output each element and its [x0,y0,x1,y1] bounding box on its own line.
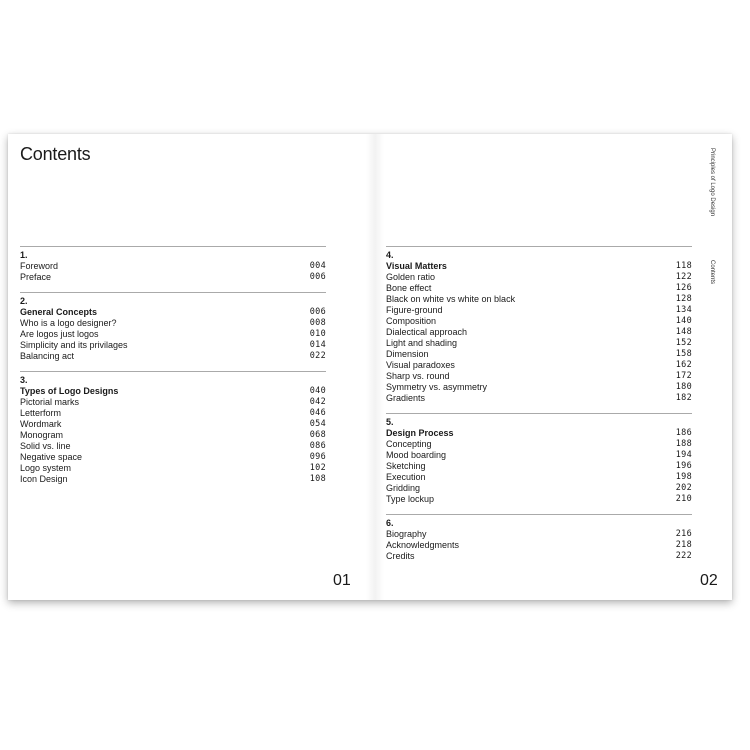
section-number: 3. [20,375,28,385]
page-gutter [366,134,384,600]
entry-page-number: 188 [675,439,692,449]
entry-page-number: 182 [675,393,692,403]
entry-page-number: 102 [309,463,326,473]
entry-page-number: 216 [675,529,692,539]
entry-label: Monogram [20,430,64,440]
running-head-section: Contents [709,260,715,285]
entry-label: Mood boarding [386,450,447,460]
entry-label: Solid vs. line [20,441,71,451]
entry-label: Design Process [386,428,454,438]
entry-label: Letterform [20,408,62,418]
entry-label: Simplicity and its privilages [20,340,128,350]
toc-entry [386,316,692,327]
section-number: 2. [20,296,28,306]
entry-label: Acknowledgments [386,540,460,550]
entry-page-number: 096 [309,452,326,462]
page-title: Contents [20,144,91,164]
section-number: 1. [20,250,28,260]
toc-entry [20,419,326,430]
entry-page-number: 042 [309,397,326,407]
toc-entry [386,283,692,294]
entry-page-number: 006 [309,272,326,282]
entry-label: Are logos just logos [20,329,99,339]
entry-page-number: 108 [309,474,326,484]
entry-label: Black on white vs white on black [386,294,516,304]
toc-entry [20,430,326,441]
toc-entry [386,294,692,305]
toc-entry [386,540,692,551]
toc-entry [386,483,692,494]
entry-label: Foreword [20,261,59,271]
entry-page-number: 218 [675,540,692,550]
entry-page-number: 202 [675,483,692,493]
entry-page-number: 118 [675,261,692,271]
entry-page-number: 196 [675,461,692,471]
toc-right-column [386,246,692,571]
toc-chapter-heading [20,386,326,397]
running-head-book-title: Principles of Logo Design [709,148,715,217]
toc-section [20,292,326,362]
toc-entry [386,494,692,505]
entry-label: Gridding [386,483,421,493]
entry-label: Type lockup [386,494,435,504]
entry-label: Icon Design [20,474,68,484]
entry-page-number: 126 [675,283,692,293]
entry-page-number: 172 [675,371,692,381]
entry-page-number: 210 [675,494,692,504]
entry-label: Composition [386,316,437,326]
entry-label: Figure-ground [386,305,443,315]
toc-left-column [20,246,326,494]
toc-entry [20,408,326,419]
entry-page-number: 180 [675,382,692,392]
entry-page-number: 122 [675,272,692,282]
toc-entry [20,351,326,362]
toc-entry [20,340,326,351]
toc-section [386,413,692,505]
entry-page-number: 158 [675,349,692,359]
entry-page-number: 008 [309,318,326,328]
toc-section [20,371,326,485]
toc-entry [20,261,326,272]
entry-page-number: 194 [675,450,692,460]
toc-chapter-heading [386,428,692,439]
entry-label: Pictorial marks [20,397,80,407]
toc-section [20,246,326,283]
toc-entry [386,461,692,472]
section-number: 4. [386,250,394,260]
entry-label: Logo system [20,463,72,473]
entry-page-number: 152 [675,338,692,348]
toc-entry [386,371,692,382]
entry-label: Concepting [386,439,432,449]
toc-entry [20,463,326,474]
entry-label: Balancing act [20,351,75,361]
entry-page-number: 004 [309,261,326,271]
entry-page-number: 222 [675,551,692,561]
entry-page-number: 010 [309,329,326,339]
entry-label: Credits [386,551,415,561]
toc-chapter-heading [386,261,692,272]
entry-page-number: 006 [309,307,326,317]
toc-entry [386,529,692,540]
toc-entry [20,318,326,329]
entry-page-number: 198 [675,472,692,482]
entry-label: Golden ratio [386,272,436,282]
entry-label: Visual paradoxes [386,360,455,370]
entry-label: Dimension [386,349,429,359]
entry-label: Light and shading [386,338,458,348]
entry-label: General Concepts [20,307,98,317]
toc-entry [20,441,326,452]
entry-label: Visual Matters [386,261,447,271]
entry-label: Who is a logo designer? [20,318,117,328]
entry-label: Biography [386,529,427,539]
toc-entry [20,272,326,283]
entry-page-number: 148 [675,327,692,337]
section-number: 6. [386,518,394,528]
page-number-left: 01 [333,572,351,589]
toc-entry [386,472,692,483]
toc-entry [20,329,326,340]
entry-label: Gradients [386,393,426,403]
entry-label: Types of Logo Designs [20,386,119,396]
entry-page-number: 014 [309,340,326,350]
entry-page-number: 140 [675,316,692,326]
entry-label: Dialectical approach [386,327,468,337]
entry-page-number: 022 [309,351,326,361]
entry-label: Sketching [386,461,426,471]
toc-entry [386,551,692,562]
entry-label: Symmetry vs. asymmetry [386,382,488,392]
toc-section [386,514,692,562]
entry-page-number: 134 [675,305,692,315]
entry-page-number: 046 [309,408,326,418]
entry-label: Bone effect [386,283,432,293]
toc-entry [386,272,692,283]
toc-entry [386,327,692,338]
section-number: 5. [386,417,394,427]
page-number-right: 02 [700,572,718,589]
entry-label: Sharp vs. round [386,371,450,381]
toc-entry [386,305,692,316]
entry-label: Negative space [20,452,83,462]
entry-page-number: 128 [675,294,692,304]
toc-entry [386,439,692,450]
entry-page-number: 086 [309,441,326,451]
entry-label: Preface [20,272,52,282]
entry-page-number: 186 [675,428,692,438]
toc-entry [386,338,692,349]
toc-entry [386,382,692,393]
toc-entry [386,393,692,404]
entry-page-number: 054 [309,419,326,429]
toc-entry [20,397,326,408]
toc-entry [386,450,692,461]
entry-page-number: 068 [309,430,326,440]
entry-label: Execution [386,472,426,482]
toc-section [386,246,692,404]
entry-label: Wordmark [20,419,62,429]
toc-chapter-heading [20,307,326,318]
entry-page-number: 040 [309,386,326,396]
book-spread [8,134,732,600]
toc-entry [20,452,326,463]
toc-entry [386,349,692,360]
toc-entry [386,360,692,371]
toc-entry [20,474,326,485]
entry-page-number: 162 [675,360,692,370]
